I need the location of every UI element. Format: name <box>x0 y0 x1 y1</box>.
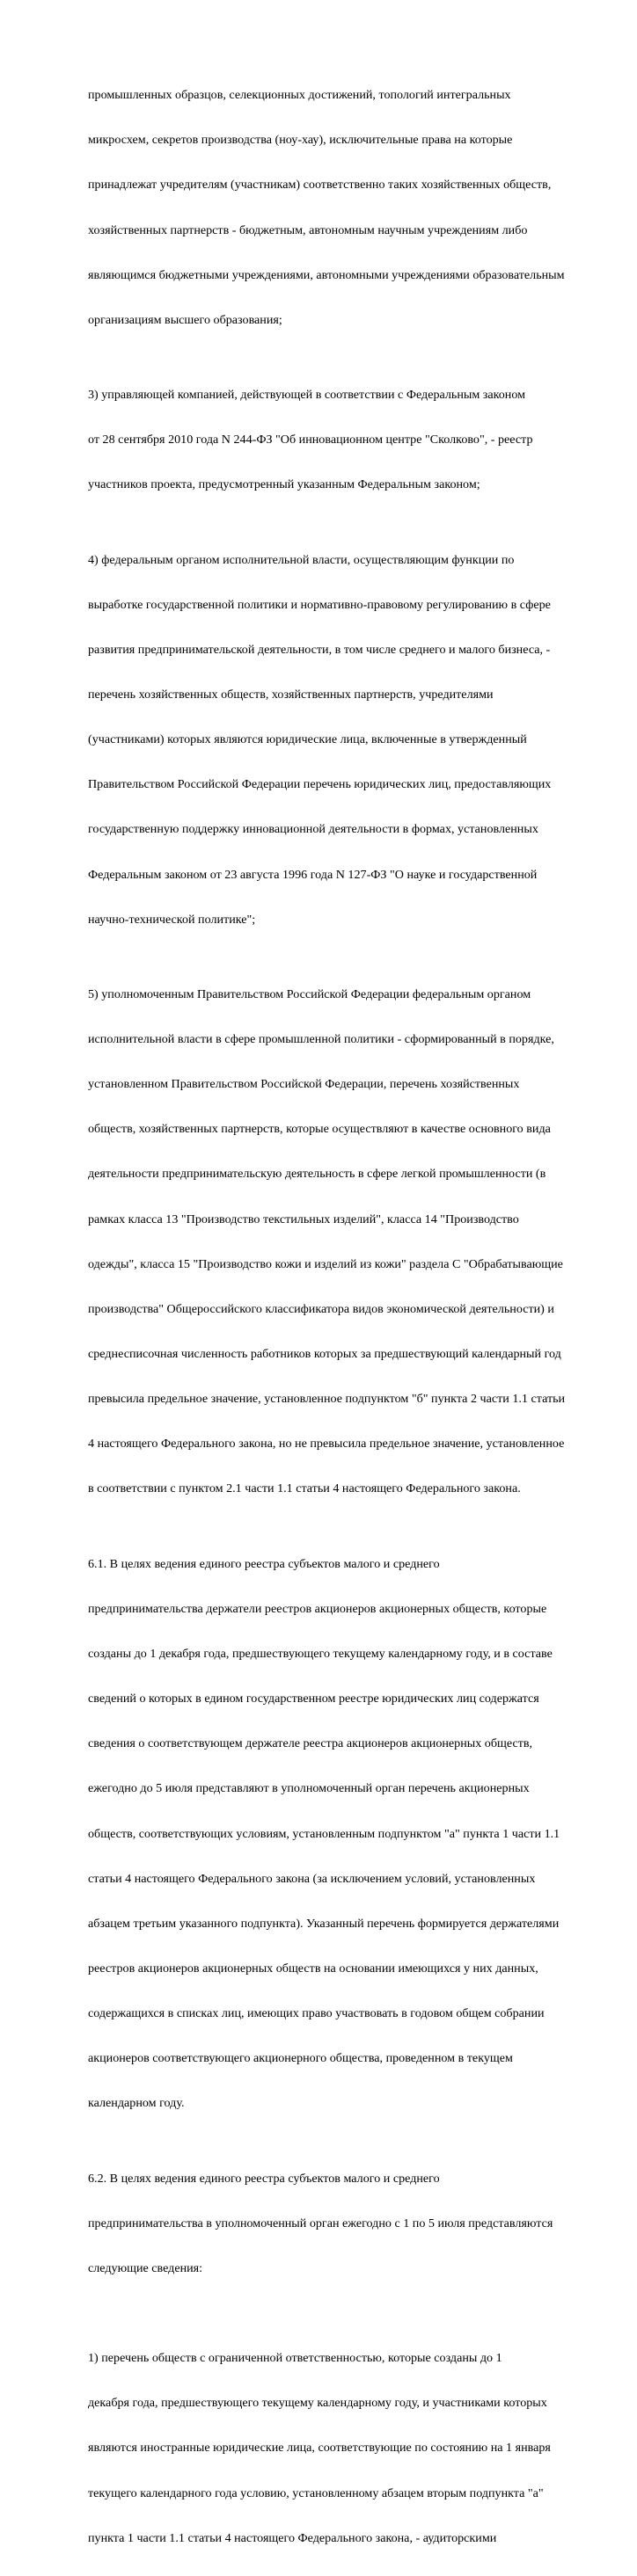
paragraph-6-2-item-1-llc-list <box>88 2321 577 2576</box>
text-line: являющимся бюджетными учреждениями, автономными учреждениями образовательным <box>88 267 565 282</box>
text-line: исполнительной власти в сфере промышленной политики - сформированный в порядке, <box>88 1032 554 1047</box>
paragraph-item-3-skolkovo <box>88 358 577 523</box>
text-line: 4) федеральным органом исполнительной власти, осуществляющим функции по <box>88 552 515 567</box>
text-line: 4 настоящего Федерального закона, но не превысила предельное значение, установленное <box>88 1437 565 1452</box>
text-line: перечень хозяйственных обществ, хозяйственных партнерств, учредителями <box>88 687 494 702</box>
text-line: текущего календарного года условию, установленному абзацем вторым подпункта "а" <box>88 2485 544 2500</box>
text-line: реестров акционеров акционерных обществ на основании имеющихся у них данных, <box>88 1961 538 1976</box>
text-line: содержащихся в списках лиц, имеющих право участвовать в годовом общем собрании <box>88 2006 545 2021</box>
text-line: обществ, хозяйственных партнерств, которые осуществляют в качестве основного вида <box>88 1122 551 1137</box>
paragraph-item-5-light-industry <box>88 957 577 1527</box>
text-line: Федеральным законом от 23 августа 1996 года N 127-ФЗ "О науке и государственной <box>88 867 538 882</box>
paragraph-gap <box>88 2306 577 2321</box>
document-page <box>88 58 577 2576</box>
text-line: 6.2. В целях ведения единого реестра субъектов малого и среднего <box>88 2171 440 2186</box>
text-line: сведений о которых в едином государственном реестре юридических лиц содержатся <box>88 1692 539 1706</box>
text-line: акционеров соответствующего акционерного общества, проведенном в текущем <box>88 2051 513 2066</box>
paragraph-6-2-information <box>88 2142 577 2307</box>
text-line: в соответствии с пунктом 2.1 части 1.1 статьи 4 настоящего Федерального закона. <box>88 1481 521 1496</box>
text-line: участников проекта, предусмотренный указанным Федеральным законом; <box>88 477 480 492</box>
text-line: развития предпринимательской деятельности, в том числе среднего и малого бизнеса, - <box>88 642 551 657</box>
text-line: предпринимательства держатели реестров акционеров акционерных обществ, которые <box>88 1601 547 1616</box>
text-line: предпринимательства в уполномоченный орган ежегодно с 1 по 5 июля представляются <box>88 2216 553 2230</box>
text-line: календарном году. <box>88 2096 185 2111</box>
text-line: (участниками) которых являются юридические лица, включенные в утвержденный <box>88 732 527 747</box>
text-line: установленном Правительством Российской Федерации, перечень хозяйственных <box>88 1077 520 1092</box>
paragraph-item-4-federal-body <box>88 522 577 957</box>
text-line: 3) управляющей компанией, действующей в соответствии с Федеральным законом <box>88 388 526 403</box>
text-line: выработке государственной политики и нормативно-правовому регулированию в сфере <box>88 597 551 612</box>
text-line: микросхем, секретов производства (ноу-хау), исключительные права на которые <box>88 133 513 148</box>
text-line: хозяйственных партнерств - бюджетным, автономным научным учреждениям либо <box>88 222 528 237</box>
text-line: деятельности предпринимательскую деятельность в сфере легкой промышленности (в <box>88 1167 546 1182</box>
text-line: декабря года, предшествующего текущему календарному году, и участниками которых <box>88 2396 547 2411</box>
text-line: сведения о соответствующем держателе реестра акционеров акционерных обществ, <box>88 1736 533 1751</box>
text-line: следующие сведения: <box>88 2260 203 2275</box>
text-line: государственную поддержку инновационной деятельности в формах, установленных <box>88 822 538 837</box>
text-line: обществ, соответствующих условиям, установленным подпунктом "а" пункта 1 части 1.1 <box>88 1826 560 1841</box>
text-line: ежегодно до 5 июля представляют в уполномоченный орган перечень акционерных <box>88 1781 530 1796</box>
text-line: принадлежат учредителям (участникам) соответственно таких хозяйственных обществ, <box>88 178 552 193</box>
text-line: от 28 сентября 2010 года N 244-ФЗ "Об инновационном центре "Сколково", - реестр <box>88 433 533 448</box>
paragraph-intellectual-property <box>88 58 577 358</box>
text-line: превысила предельное значение, установленное подпунктом "б" пункта 2 части 1.1 статьи <box>88 1392 566 1407</box>
paragraph-6-1-shareholder-registers <box>88 1527 577 2142</box>
text-line: 6.1. В целях ведения единого реестра субъектов малого и среднего <box>88 1556 440 1571</box>
text-line: созданы до 1 декабря года, предшествующего текущему календарному году, и в составе <box>88 1646 553 1661</box>
text-line: статьи 4 настоящего Федерального закона (за исключением условий, установленных <box>88 1871 536 1886</box>
text-line: одежды", класса 15 "Производство кожи и изделий из кожи" раздела С "Обрабатывающие <box>88 1256 563 1271</box>
text-line: промышленных образцов, селекционных достижений, топологий интегральных <box>88 88 511 103</box>
text-line: рамках класса 13 "Производство текстильных изделий", класса 14 "Производство <box>88 1212 519 1226</box>
text-line: организациям высшего образования; <box>88 312 282 327</box>
text-line: научно-технической политике"; <box>88 912 256 927</box>
text-line: производства" Общероссийского классификатора видов экономической деятельности) и <box>88 1301 554 1316</box>
text-line: являются иностранные юридические лица, соответствующие по состоянию на 1 января <box>88 2441 551 2456</box>
text-line: Правительством Российской Федерации перечень юридических лиц, предоставляющих <box>88 777 552 792</box>
text-line: 1) перечень обществ с ограниченной ответственностью, которые созданы до 1 <box>88 2351 502 2366</box>
text-line: пункта 1 части 1.1 статьи 4 настоящего Федерального закона, - аудиторскими <box>88 2530 497 2545</box>
text-line: 5) уполномоченным Правительством Российской Федерации федеральным органом <box>88 986 531 1001</box>
text-line: среднесписочная численность работников которых за предшествующий календарный год <box>88 1347 561 1362</box>
text-line: абзацем третьим указанного подпункта). Указанный перечень формируется держателями <box>88 1916 560 1931</box>
